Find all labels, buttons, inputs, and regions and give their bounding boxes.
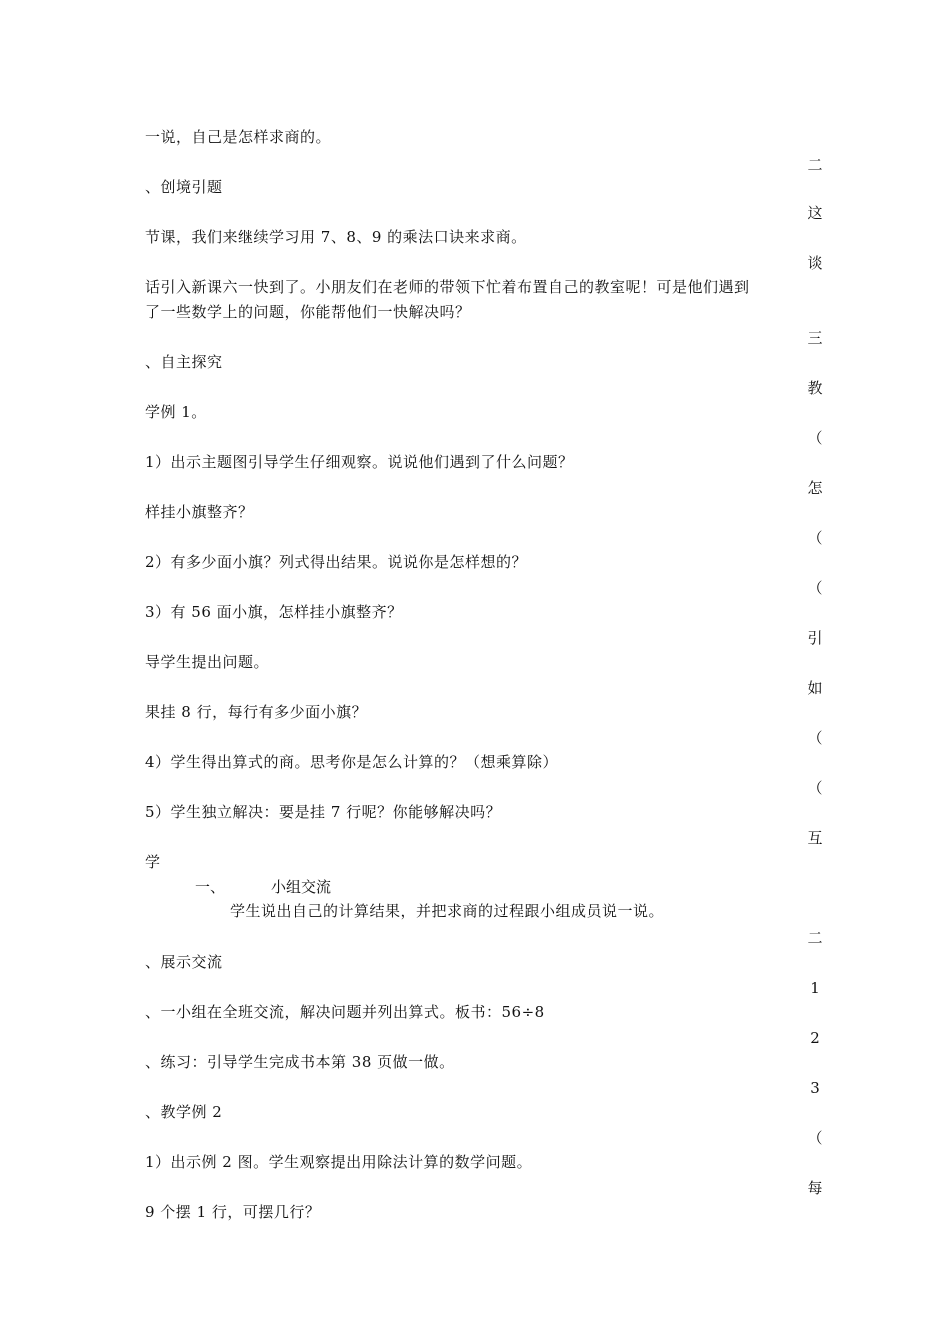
text-line: 学 xyxy=(145,853,161,871)
margin-char: （ xyxy=(807,529,823,547)
group-section-number: 一、 xyxy=(195,878,226,896)
group-section-body: 学生说出自己的计算结果，并把求商的过程跟小组成员说一说。 xyxy=(230,902,665,920)
text-line: 1）出示主题图引导学生仔细观察。说说他们遇到了什么问题？ xyxy=(145,453,574,471)
margin-char: 每 xyxy=(807,1179,823,1197)
margin-char: （ xyxy=(807,1129,823,1147)
text-line: 导学生提出问题。 xyxy=(145,653,270,671)
margin-char: 二 xyxy=(807,156,823,174)
margin-char: 谈 xyxy=(807,254,823,272)
margin-char: （ xyxy=(807,579,823,597)
margin-char: 教 xyxy=(807,379,823,397)
text-line: 9 个摆 1 行，可摆几行？ xyxy=(145,1203,321,1221)
margin-char: 1 xyxy=(810,979,820,997)
margin-char: 如 xyxy=(807,679,823,697)
margin-char: （ xyxy=(807,429,823,447)
margin-char: （ xyxy=(807,729,823,747)
group-section-heading xyxy=(195,877,331,897)
text-line: 节课，我们来继续学习用 7、8、9 的乘法口诀来求商。 xyxy=(145,228,527,246)
section-heading: 、创境引题 xyxy=(145,178,223,196)
text-line: 2）有多少面小旗？列式得出结果。说说你是怎样想的？ xyxy=(145,553,528,571)
section-heading: 、自主探究 xyxy=(145,353,223,371)
group-section-title: 小组交流 xyxy=(271,878,332,896)
text-line: 、一小组在全班交流，解决问题并列出算式。板书：56÷8 xyxy=(145,1003,545,1021)
margin-char: 二 xyxy=(807,929,823,947)
text-line: 了一些数学上的问题，你能帮他们一快解决吗？ xyxy=(145,303,471,321)
text-line: 1）出示例 2 图。学生观察提出用除法计算的数学问题。 xyxy=(145,1153,533,1171)
text-line: 3）有 56 面小旗，怎样挂小旗整齐？ xyxy=(145,603,403,621)
margin-char: （ xyxy=(807,779,823,797)
text-line: 一说，自己是怎样求商的。 xyxy=(145,128,332,146)
margin-char: 3 xyxy=(810,1079,820,1097)
margin-char: 引 xyxy=(807,629,823,647)
margin-char: 三 xyxy=(807,329,823,347)
text-line: 5）学生独立解决：要是挂 7 行呢？你能够解决吗？ xyxy=(145,803,502,821)
section-heading: 、教学例 2 xyxy=(145,1103,223,1121)
margin-char: 这 xyxy=(807,204,823,222)
margin-char: 2 xyxy=(810,1029,820,1047)
text-line: 话引入新课六一快到了。小朋友们在老师的带领下忙着布置自己的教室呢！可是他们遇到 xyxy=(145,278,750,296)
margin-char: 怎 xyxy=(807,479,823,497)
section-heading: 、展示交流 xyxy=(145,953,223,971)
margin-char: 互 xyxy=(807,829,823,847)
text-line: 学例 1。 xyxy=(145,403,207,421)
text-line: 果挂 8 行，每行有多少面小旗？ xyxy=(145,703,368,721)
text-line: 4）学生得出算式的商。思考你是怎么计算的？（想乘算除） xyxy=(145,753,559,771)
text-line: 、练习：引导学生完成书本第 38 页做一做。 xyxy=(145,1053,455,1071)
text-line: 样挂小旗整齐？ xyxy=(145,503,254,521)
